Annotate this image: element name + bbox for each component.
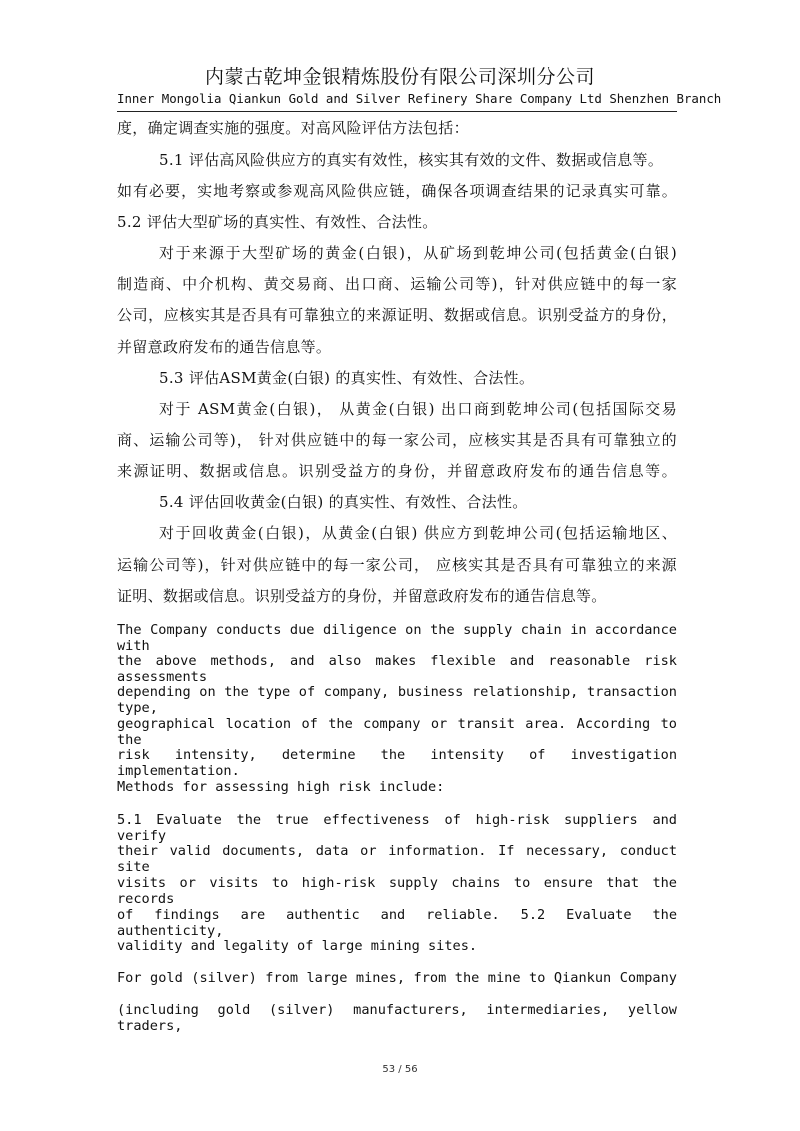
body-line: geographical location of the company or transit area. According to the	[117, 716, 677, 748]
body-line: 5.3 评估ASM黄金(白银) 的真实性、有效性、合法性。	[159, 369, 535, 387]
body-line: 5.2 评估大型矿场的真实性、有效性、合法性。	[117, 213, 438, 231]
body-line: Methods for assessing high risk include:	[117, 779, 445, 795]
body-line: (including gold (silver) manufacturers, intermediaries, yellow traders,	[117, 1002, 677, 1034]
body-line: 如有必要，实地考察或参观高风险供应链，确保各项调查结果的记录真实可靠。	[117, 182, 677, 200]
body-line: 5.1 评估高风险供应方的真实有效性，核实其有效的文件、数据或信息等。	[159, 151, 664, 169]
body-line: 商、运输公司等)， 针对供应链中的每一家公司，应核实其是否具有可靠独立的	[117, 431, 677, 449]
body-line: 对于 ASM黄金(白银)， 从黄金(白银) 出口商到乾坤公司(包括国际交易	[159, 400, 677, 418]
body-line: depending on the type of company, business relationship, transaction type,	[117, 684, 677, 716]
body-line: 证明、数据或信息。识别受益方的身份，并留意政府发布的通告信息等。	[117, 587, 607, 605]
body-line: 公司，应核实其是否具有可靠独立的来源证明、数据或信息。识别受益方的身份，	[117, 306, 677, 324]
body-line: For gold (silver) from large mines, from the mine to Qiankun Company	[117, 970, 677, 986]
body-line: 运输公司等)，针对供应链中的每一家公司， 应核实其是否具有可靠独立的来源	[117, 556, 677, 574]
body-line: 制造商、中介机构、黄交易商、出口商、运输公司等)，针对供应链中的每一家	[117, 275, 677, 293]
body-line: the above methods, and also makes flexible and reasonable risk assessments	[117, 653, 677, 685]
header-divider	[117, 111, 677, 112]
body-line: of findings are authentic and reliable. 5.2 Evaluate the authenticity,	[117, 907, 677, 939]
body-line: 对于来源于大型矿场的黄金(白银)，从矿场到乾坤公司(包括黄金(白银)	[159, 244, 677, 262]
body-line: 5.1 Evaluate the true effectiveness of high-risk suppliers and verify	[117, 812, 677, 844]
body-line: 来源证明、数据或信息。识别受益方的身份，并留意政府发布的通告信息等。	[117, 462, 677, 480]
body-line: visits or visits to high-risk supply chains to ensure that the records	[117, 875, 677, 907]
body-line: 5.4 评估回收黄金(白银) 的真实性、有效性、合法性。	[159, 493, 528, 511]
body-line: The Company conducts due diligence on the supply chain in accordance with	[117, 622, 677, 654]
body-line: validity and legality of large mining sites.	[117, 938, 478, 954]
header-title-cn: 内蒙古乾坤金银精炼股份有限公司深圳分公司	[204, 66, 595, 88]
body-line: 并留意政府发布的通告信息等。	[117, 338, 332, 356]
body-line: their valid documents, data or information. If necessary, conduct site	[117, 843, 677, 875]
body-line: risk intensity, determine the intensity of investigation implementation.	[117, 747, 677, 779]
body-line: 对于回收黄金(白银)，从黄金(白银) 供应方到乾坤公司(包括运输地区、	[159, 524, 677, 542]
header-title-en: Inner Mongolia Qiankun Gold and Silver Refinery Share Company Ltd Shenzhen Branch	[117, 91, 722, 106]
body-line: 度，确定调查实施的强度。对高风险评估方法包括：	[117, 119, 469, 137]
page-number: 53 / 56	[382, 1064, 418, 1075]
